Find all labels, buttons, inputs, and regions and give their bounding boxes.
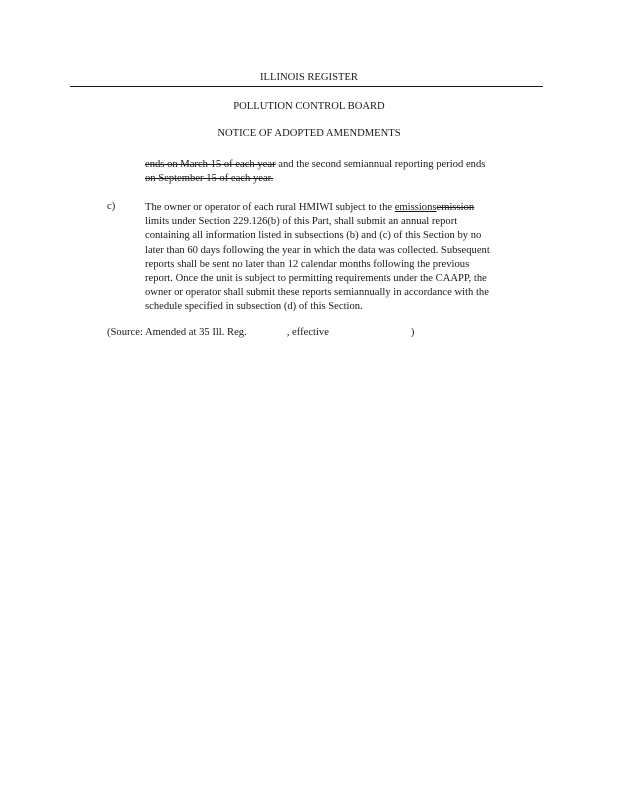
subsection-c-body: [145, 201, 545, 315]
body-line: reports shall be sent no later than 12 calendar months following the previous: [145, 258, 470, 270]
continuation-line-2: [145, 173, 273, 184]
continuation-line-1: [145, 159, 485, 170]
struck-text: ends on March 15 of each year: [145, 159, 276, 170]
continuation-text: and the second semiannual reporting period ends: [275, 159, 486, 170]
header-divider: [70, 86, 543, 87]
body-line: [145, 201, 545, 215]
body-text: The owner or operator of each rural HMIWI subject to the: [145, 202, 395, 213]
body-line: later than 60 days following the year in which the data was collected. Subsequent: [145, 244, 490, 256]
body-line: limits under Section 229.126(b) of this Part, shall submit an annual report: [145, 216, 458, 228]
source-note: [107, 327, 414, 338]
source-text: (Source: Amended at 35 Ill. Reg.: [107, 327, 247, 338]
subsection-label: c): [107, 201, 116, 212]
register-title: ILLINOIS REGISTER: [260, 72, 358, 83]
struck-text: on September 15 of each year.: [145, 173, 274, 184]
board-heading: POLLUTION CONTROL BOARD: [233, 101, 385, 112]
source-effective: , effective: [286, 327, 329, 338]
source-close: ): [410, 327, 415, 338]
body-line: report. Once the unit is subject to permitting requirements under the CAAPP, the: [145, 273, 487, 285]
notice-heading: NOTICE OF ADOPTED AMENDMENTS: [217, 128, 401, 139]
deleted-text: emission: [436, 202, 475, 213]
inserted-text: emissions: [394, 202, 437, 213]
body-line: containing all information listed in subsections (b) and (c) of this Section by no: [145, 230, 482, 242]
body-line: schedule specified in subsection (d) of this Section.: [145, 301, 363, 313]
body-line: owner or operator shall submit these reports semiannually in accordance with the: [145, 287, 489, 299]
